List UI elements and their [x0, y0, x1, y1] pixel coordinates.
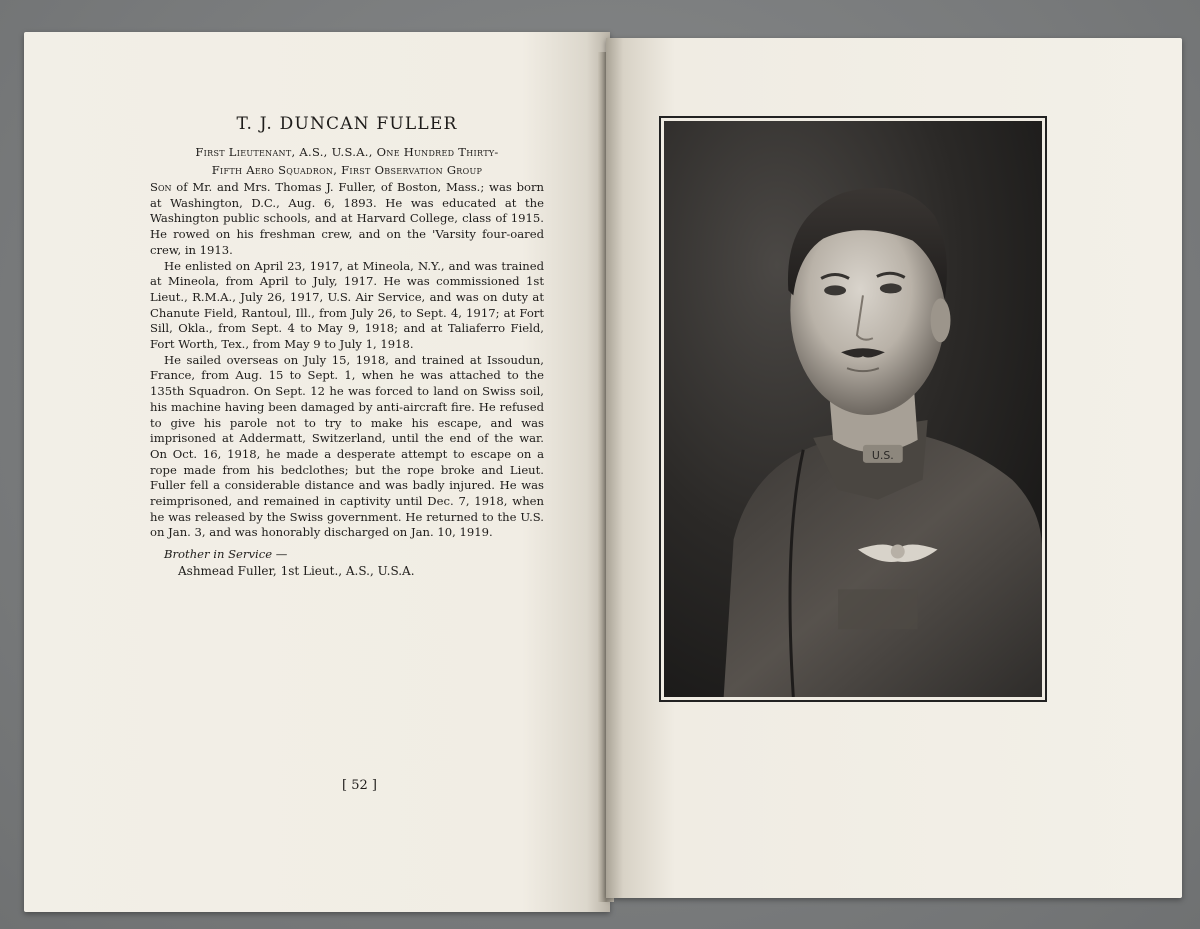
brother-in-service-label: Brother in Service —: [164, 547, 288, 562]
left-page: [24, 32, 610, 912]
rank-subtitle-line-1: First Lieutenant, A.S., U.S.A., One Hundred Thirty-: [195, 145, 499, 159]
page-number: [ 52 ]: [342, 778, 377, 793]
portrait-photograph: [664, 121, 1042, 697]
paragraph-training: He enlisted on April 23, 1917, at Mineola, N.Y., and was trained at Mineola, from April to July, 1917. He was commissioned 1st Lieut., R.M.A., July 26, 1917, U.S. Air Service, and was on duty at Chanute Field, Rantoul, Ill., from July 26, to Sept. 4, 1917; at Fort Sill, Okla., from Sept. 4 to May 9, 1918; and at Taliaferro Field, Fort Worth, Tex., from May 9 to July 1, 1918.: [150, 258, 544, 352]
paragraph-lead-word: Son: [150, 180, 172, 194]
paragraph-early-life: [150, 180, 544, 259]
biography-text-block: [150, 114, 544, 578]
collar-insignia-text: U.S.: [871, 448, 894, 462]
page-title: T. J. DUNCAN FULLER: [236, 114, 458, 134]
paragraph-overseas: He sailed overseas on July 15, 1918, and trained at Issoudun, France, from Aug. 15 to Sept. 1, when he was attached to the 135th Squadron. On Sept. 12 he was forced to land on Swiss soil, his machine having been damaged by anti-aircraft fire. He refused to give his parole not to try to make his escape, and was imprisoned at Addermatt, Switzerland, until the end of the war. On Oct. 16, 1918, he made a desperate attempt to escape on a rope made from his bedclothes; but the rope broke and Lieut. Fuller fell a considerable distance and was badly injured. He was reimprisoned, and remained in captivity until Dec. 7, 1918, when he was released by the Swiss government. He returned to the U.S. on Jan. 3, and was honorably discharged on Jan. 10, 1919.: [150, 352, 544, 540]
rank-subtitle-line-2: Fifth Aero Squadron, First Observation Group: [211, 163, 483, 177]
paragraph-early-life-text: of Mr. and Mrs. Thomas J. Fuller, of Boston, Mass.; was born at Washington, D.C., Aug. 6, 1893. He was educated at the Washington public schools, and at Harvard College, class of 1915. He rowed on his freshman crew, and on the 'Varsity four-oared crew, in 1913.: [150, 180, 544, 257]
brother-in-service-name: Ashmead Fuller, 1st Lieut., A.S., U.S.A.: [178, 564, 415, 579]
portrait-frame: [659, 116, 1047, 702]
